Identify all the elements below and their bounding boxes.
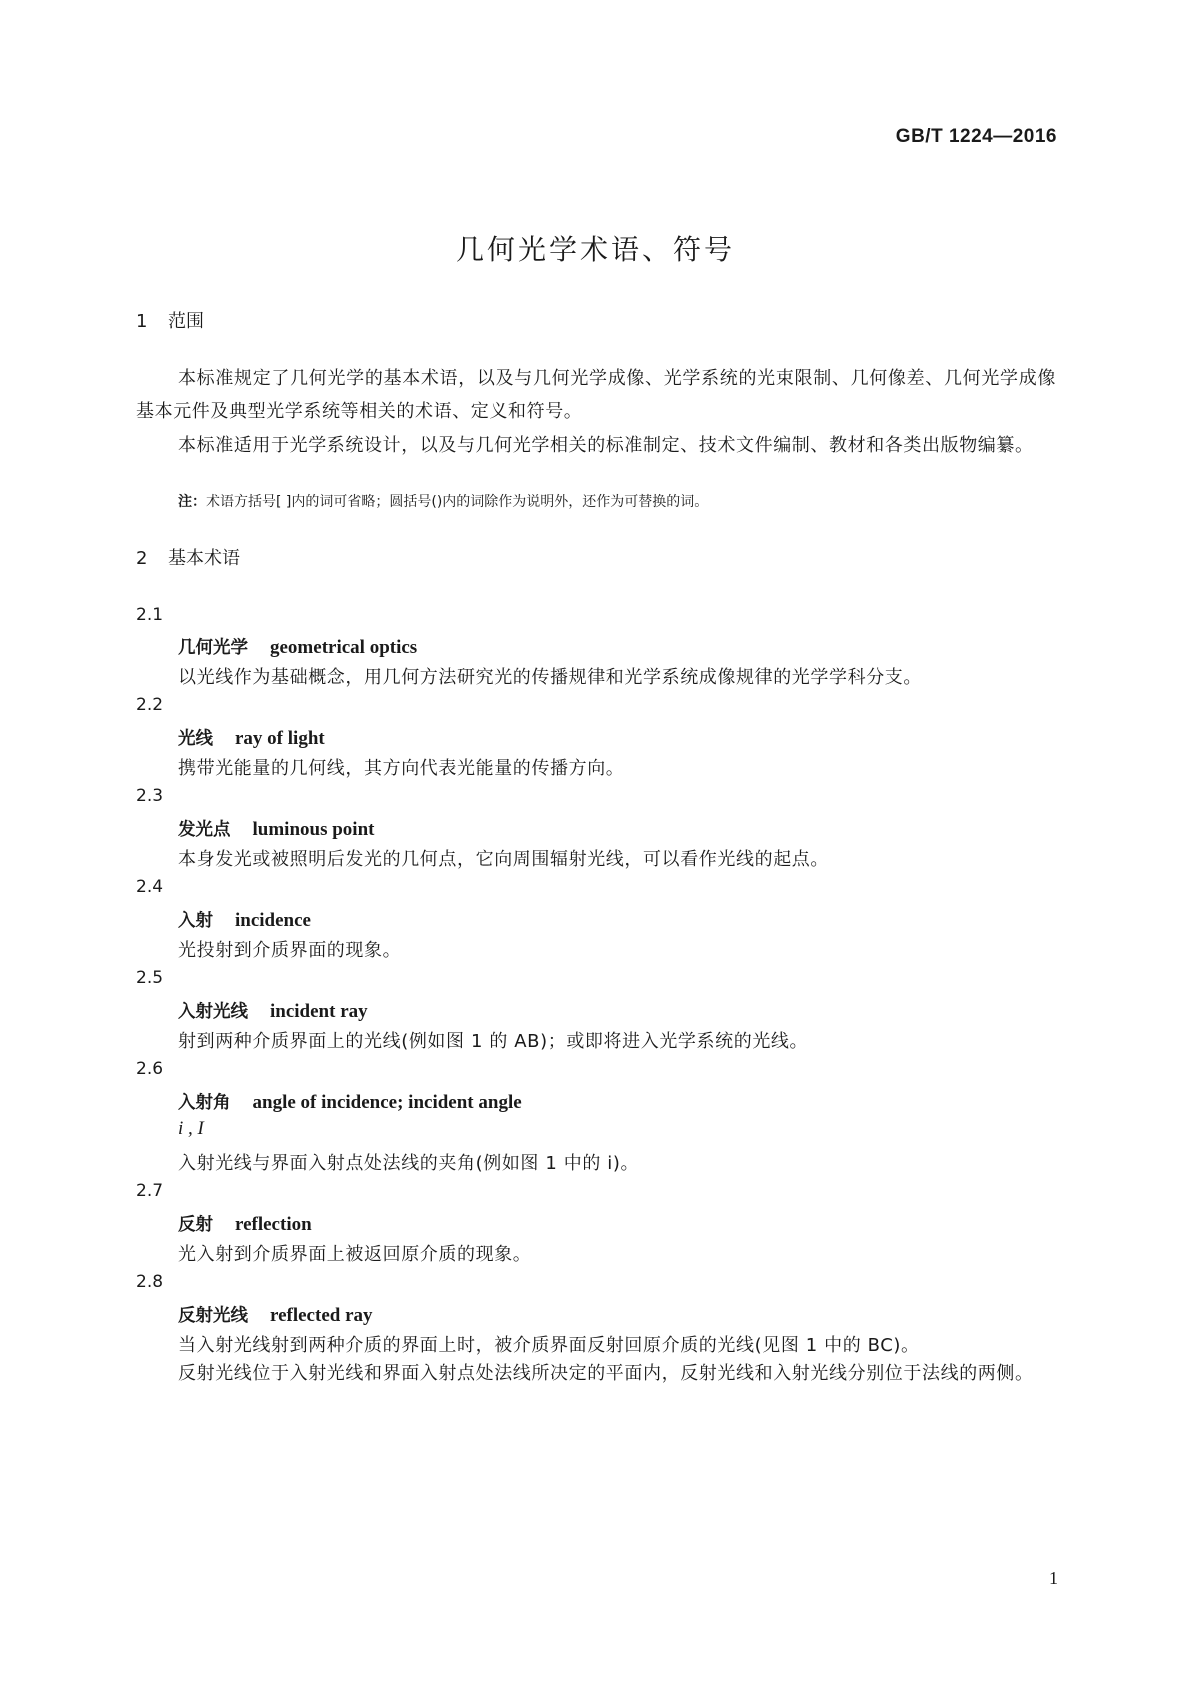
term-en: luminous point [252, 819, 375, 840]
scope-paragraph-1: 本标准规定了几何光学的基本术语，以及与几何光学成像、光学系统的光束限制、几何像差、几何光学成像基本元件及典型光学系统等相关的术语、定义和符号。 [136, 368, 1056, 422]
scope-note [178, 491, 708, 511]
term-zh: 光线 [178, 729, 213, 749]
term-number: 2.7 [136, 1181, 164, 1201]
term-heading [178, 634, 417, 659]
scope-paragraph-2: 本标准适用于光学系统设计，以及与几何光学相关的标准制定、技术文件编制、教材和各类出版物编纂。 [178, 435, 1034, 456]
section-number: 1 [136, 311, 148, 332]
term-heading [178, 998, 368, 1023]
term-heading [178, 1211, 312, 1236]
term-heading [178, 816, 374, 841]
term-en: geometrical optics [270, 637, 418, 658]
page-number: 1 [1049, 1568, 1058, 1588]
term-heading [178, 725, 325, 750]
term-en: incident ray [270, 1001, 368, 1022]
term-symbol: i , I [178, 1118, 204, 1139]
term-definition: 光投射到介质界面的现象。 [178, 940, 402, 961]
term-number: 2.6 [136, 1059, 164, 1079]
note-text: 术语方括号[ ]内的词可省略；圆括号()内的词除作为说明外，还作为可替换的词。 [206, 494, 709, 510]
term-en: reflection [235, 1214, 312, 1235]
term-zh: 入射角 [178, 1093, 231, 1113]
term-definition: 以光线作为基础概念，用几何方法研究光的传播规律和光学系统成像规律的光学学科分支。 [178, 667, 922, 688]
term-zh: 入射光线 [178, 1002, 248, 1022]
note-label: 注： [178, 494, 206, 510]
term-heading [178, 1089, 522, 1114]
term-definition: 光入射到介质界面上被返回原介质的现象。 [178, 1244, 532, 1265]
term-zh: 反射光线 [178, 1306, 248, 1326]
section-title: 范围 [168, 311, 204, 332]
term-zh: 几何光学 [178, 638, 248, 658]
section-number: 2 [136, 548, 148, 569]
term-definition: 携带光能量的几何线，其方向代表光能量的传播方向。 [178, 758, 625, 779]
term-definition: 当入射光线射到两种介质的界面上时，被介质界面反射回原介质的光线(见图 1 中的 BC)。 [178, 1335, 920, 1356]
term-number: 2.1 [136, 605, 164, 625]
section-1-heading [136, 307, 204, 333]
term-en: reflected ray [270, 1305, 373, 1326]
term-en: ray of light [235, 728, 325, 749]
term-number: 2.8 [136, 1272, 164, 1292]
section-title: 基本术语 [168, 548, 240, 569]
section-2-heading [136, 544, 240, 570]
term-en: angle of incidence; incident angle [252, 1092, 522, 1113]
term-heading [178, 1302, 373, 1327]
term-number: 2.3 [136, 786, 164, 806]
term-number: 2.4 [136, 877, 164, 897]
term-number: 2.5 [136, 968, 164, 988]
standard-code: GB/T 1224—2016 [895, 126, 1057, 147]
term-note-paragraph: 反射光线位于入射光线和界面入射点处法线所决定的平面内，反射光线和入射光线分别位于法线的两侧。 [178, 1363, 1034, 1384]
term-zh: 入射 [178, 911, 213, 931]
term-number: 2.2 [136, 695, 164, 715]
term-heading [178, 907, 311, 932]
term-definition: 入射光线与界面入射点处法线的夹角(例如图 1 中的 i)。 [178, 1153, 640, 1174]
term-zh: 发光点 [178, 820, 231, 840]
term-en: incidence [235, 910, 311, 931]
term-definition: 本身发光或被照明后发光的几何点，它向周围辐射光线，可以看作光线的起点。 [178, 849, 829, 870]
document-title: 几何光学术语、符号 [455, 233, 735, 266]
term-definition: 射到两种介质界面上的光线(例如图 1 的 AB)；或即将进入光学系统的光线。 [178, 1031, 809, 1052]
term-zh: 反射 [178, 1215, 213, 1235]
